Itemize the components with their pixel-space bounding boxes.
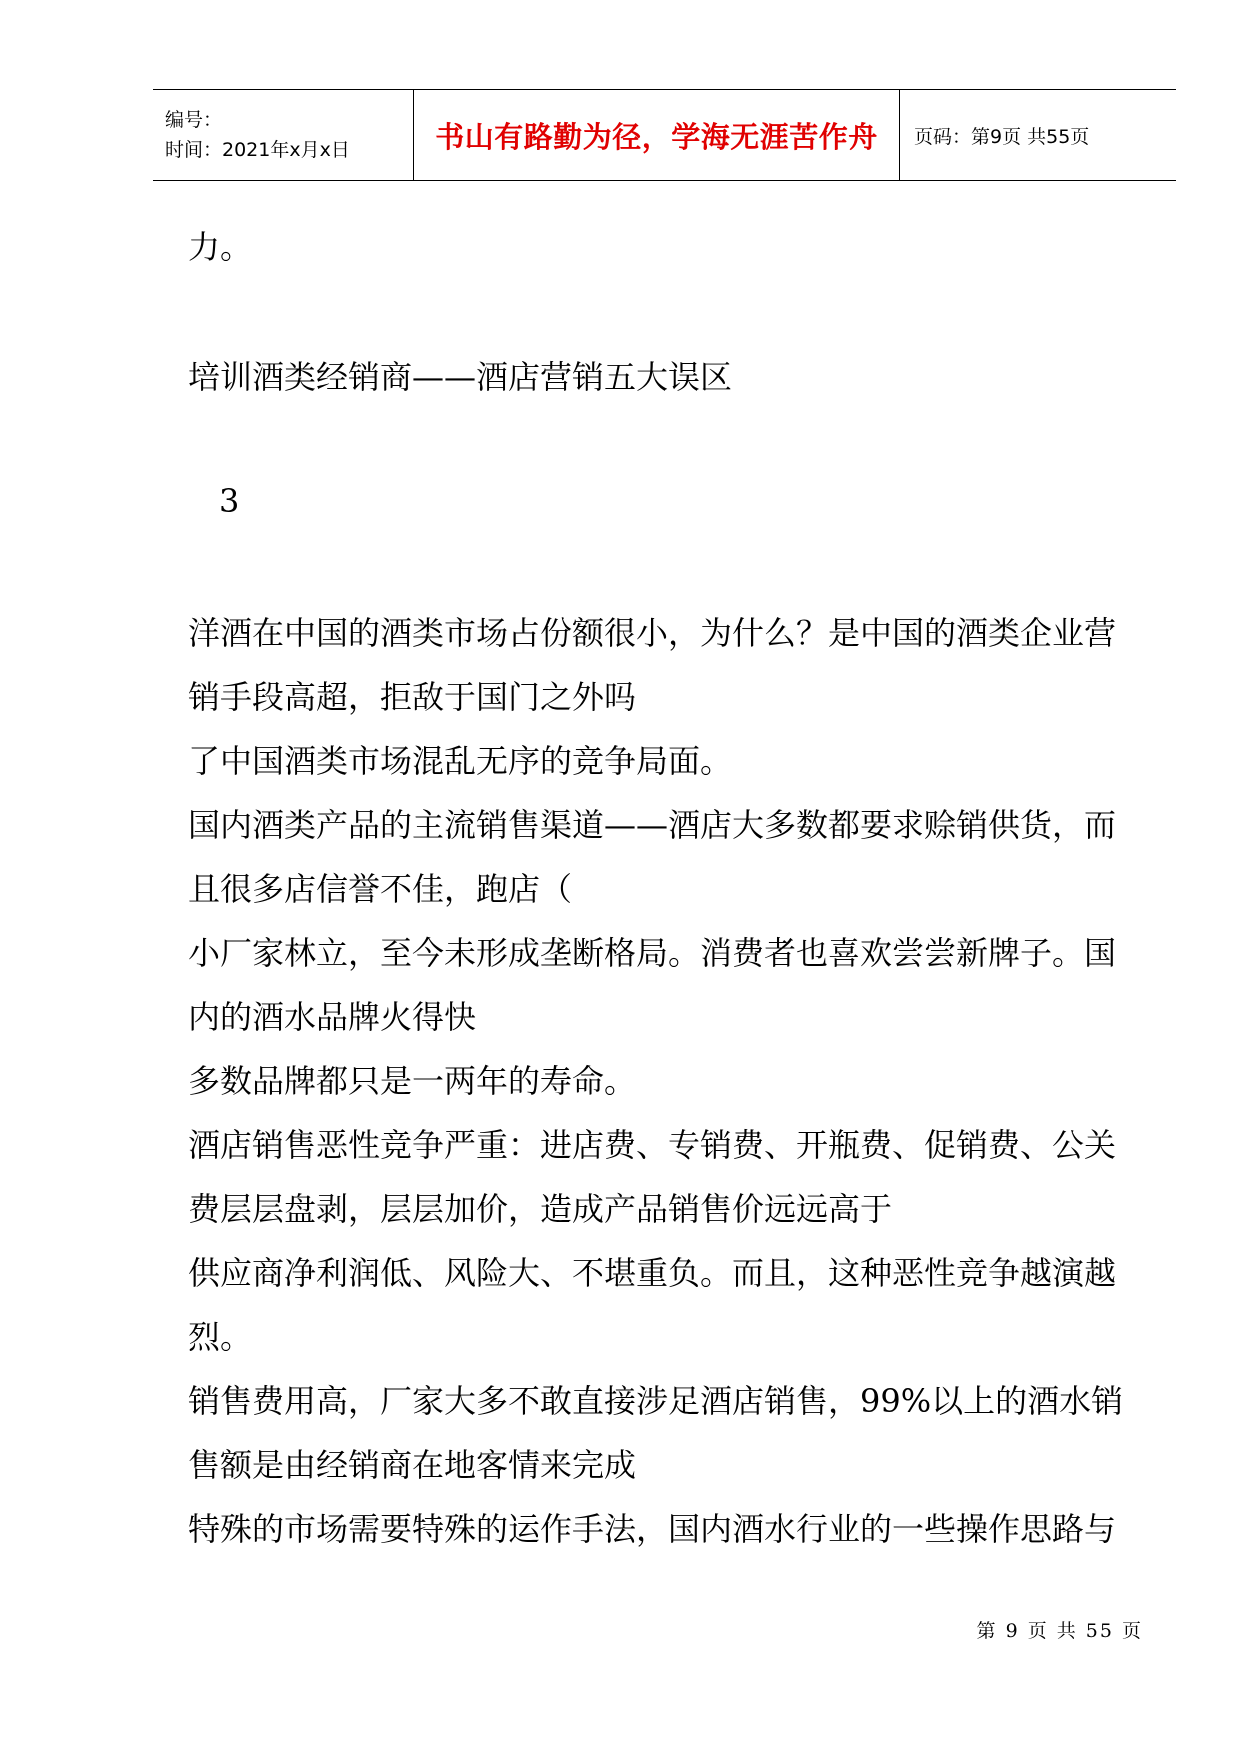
body-line: 售额是由经销商在地客情来完成 [188,1446,637,1484]
body-line: 烈。 [188,1318,253,1356]
page-header [153,89,1176,181]
body-line: 供应商净利润低、风险大、不堪重负。而且，这种恶性竞争越演越 [188,1254,1117,1292]
body-line: 多数品牌都只是一两年的寿命。 [188,1062,637,1100]
body-line: 销售费用高，厂家大多不敢直接涉足酒店销售，99%以上的酒水销 [188,1382,1124,1420]
body-line: 特殊的市场需要特殊的运作手法，国内酒水行业的一些操作思路与 [188,1510,1117,1548]
header-motto [414,90,900,180]
date-label: 时间：2021年x月x日 [165,139,350,161]
body-line: 费层层盘剥，层层加价，造成产品销售价远远高于 [188,1190,893,1228]
body-line: 小厂家林立，至今未形成垄断格局。消费者也喜欢尝尝新牌子。国 [188,934,1117,972]
body-line: 力。 [188,228,253,266]
body-line: 销手段高超，拒敌于国门之外吗 [188,678,637,716]
motto-text: 书山有路勤为径，学海无涯苦作舟 [435,119,878,154]
header-page-code [900,90,1176,180]
body-line: 内的酒水品牌火得快 [188,998,477,1036]
page-code-text: 页码：第9页 共55页 [914,125,1090,148]
body-line: 洋酒在中国的酒类市场占份额很小，为什么？是中国的酒类企业营 [188,614,1117,652]
section-title: 培训酒类经销商——酒店营销五大误区 [188,358,733,396]
number-label: 编号： [165,109,223,131]
section-number: 3 [219,482,240,520]
header-meta [153,90,414,180]
page-footer: 第 9 页 共 55 页 [976,1620,1143,1642]
body-line: 国内酒类产品的主流销售渠道——酒店大多数都要求赊销供货，而 [188,806,1117,844]
body-line: 了中国酒类市场混乱无序的竞争局面。 [188,742,733,780]
body-line: 且很多店信誉不佳，跑店（ [188,870,573,908]
body-line: 酒店销售恶性竞争严重：进店费、专销费、开瓶费、促销费、公关 [188,1126,1117,1164]
